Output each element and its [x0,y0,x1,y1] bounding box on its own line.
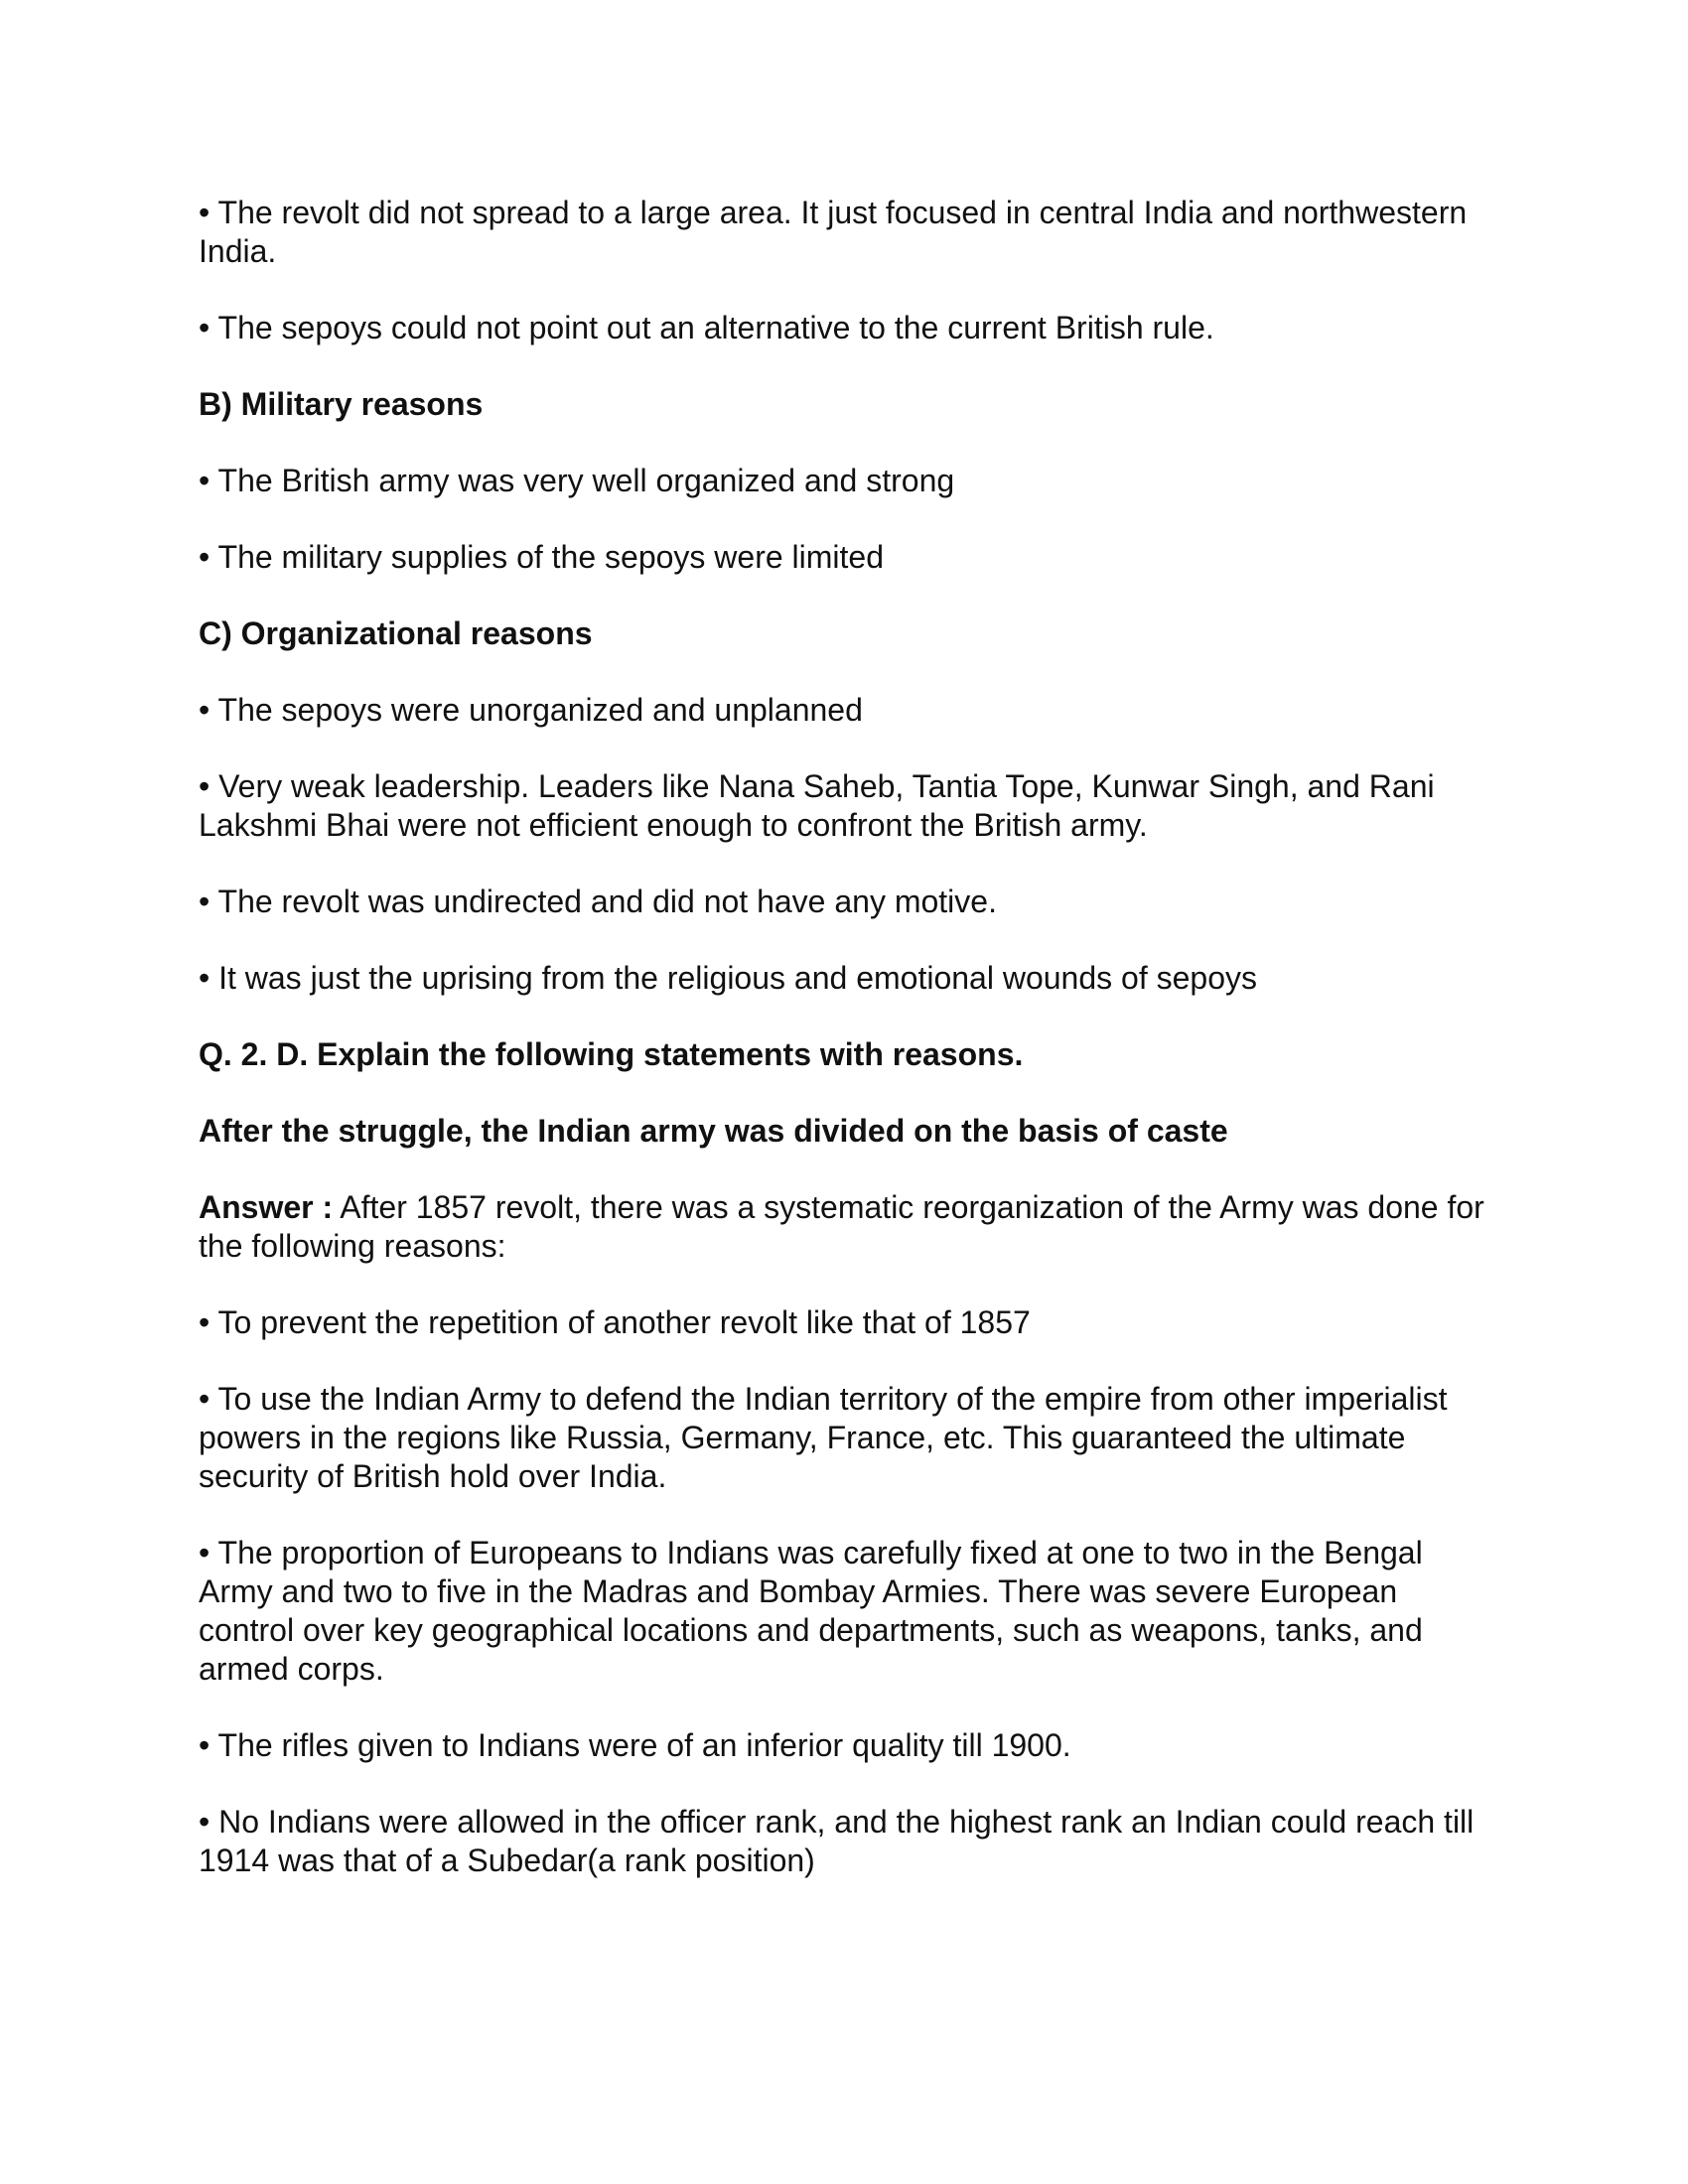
bullet-uprising: • It was just the uprising from the religious and emotional wounds of sepoys [199,960,1257,996]
heading-military-reasons: B) Military reasons [199,386,484,422]
question-heading: Q. 2. D. Explain the following statements with reasons. [199,1036,1024,1072]
heading-organizational-reasons: C) Organizational reasons [199,615,593,651]
document-page [199,194,1489,1918]
bullet-british-army: • The British army was very well organized and strong [199,463,955,498]
answer-label: Answer : [199,1189,334,1225]
bullet-weak-leadership: • Very weak leadership. Leaders like Nana Saheb, Tantia Tope, Kunwar Singh, and Rani Lakshmi Bhai were not efficient enough to confront the British army. [199,768,1435,843]
answer-paragraph [199,1188,1489,1266]
bullet-revolt-area: • The revolt did not spread to a large area. It just focused in central India and northwestern India. [199,195,1468,269]
bullet-military-supplies: • The military supplies of the sepoys were limited [199,539,885,575]
question-statement: After the struggle, the Indian army was divided on the basis of caste [199,1113,1228,1149]
bullet-no-alternative: • The sepoys could not point out an alternative to the current British rule. [199,310,1214,345]
bullet-rifles: • The rifles given to Indians were of an inferior quality till 1900. [199,1727,1071,1763]
bullet-officer-rank: • No Indians were allowed in the officer rank, and the highest rank an Indian could reach till 1914 was that of a Subedar(a rank position) [199,1804,1475,1878]
bullet-prevent-repetition: • To prevent the repetition of another revolt like that of 1857 [199,1304,1031,1340]
bullet-proportion: • The proportion of Europeans to Indians was carefully fixed at one to two in the Bengal Army and two to five in the Madras and Bombay Armies. There was severe European control over key geographical locations and departments, such as weapons, tanks, and armed corps. [199,1535,1423,1687]
bullet-unorganized: • The sepoys were unorganized and unplanned [199,692,863,728]
bullet-defend-territory: • To use the Indian Army to defend the Indian territory of the empire from other imperialist powers in the regions like Russia, Germany, France, etc. This guaranteed the ultimate security of British hold over India. [199,1381,1448,1494]
answer-text: After 1857 revolt, there was a systematic reorganization of the Army was done for the following reasons: [199,1189,1484,1264]
bullet-undirected: • The revolt was undirected and did not have any motive. [199,884,997,919]
